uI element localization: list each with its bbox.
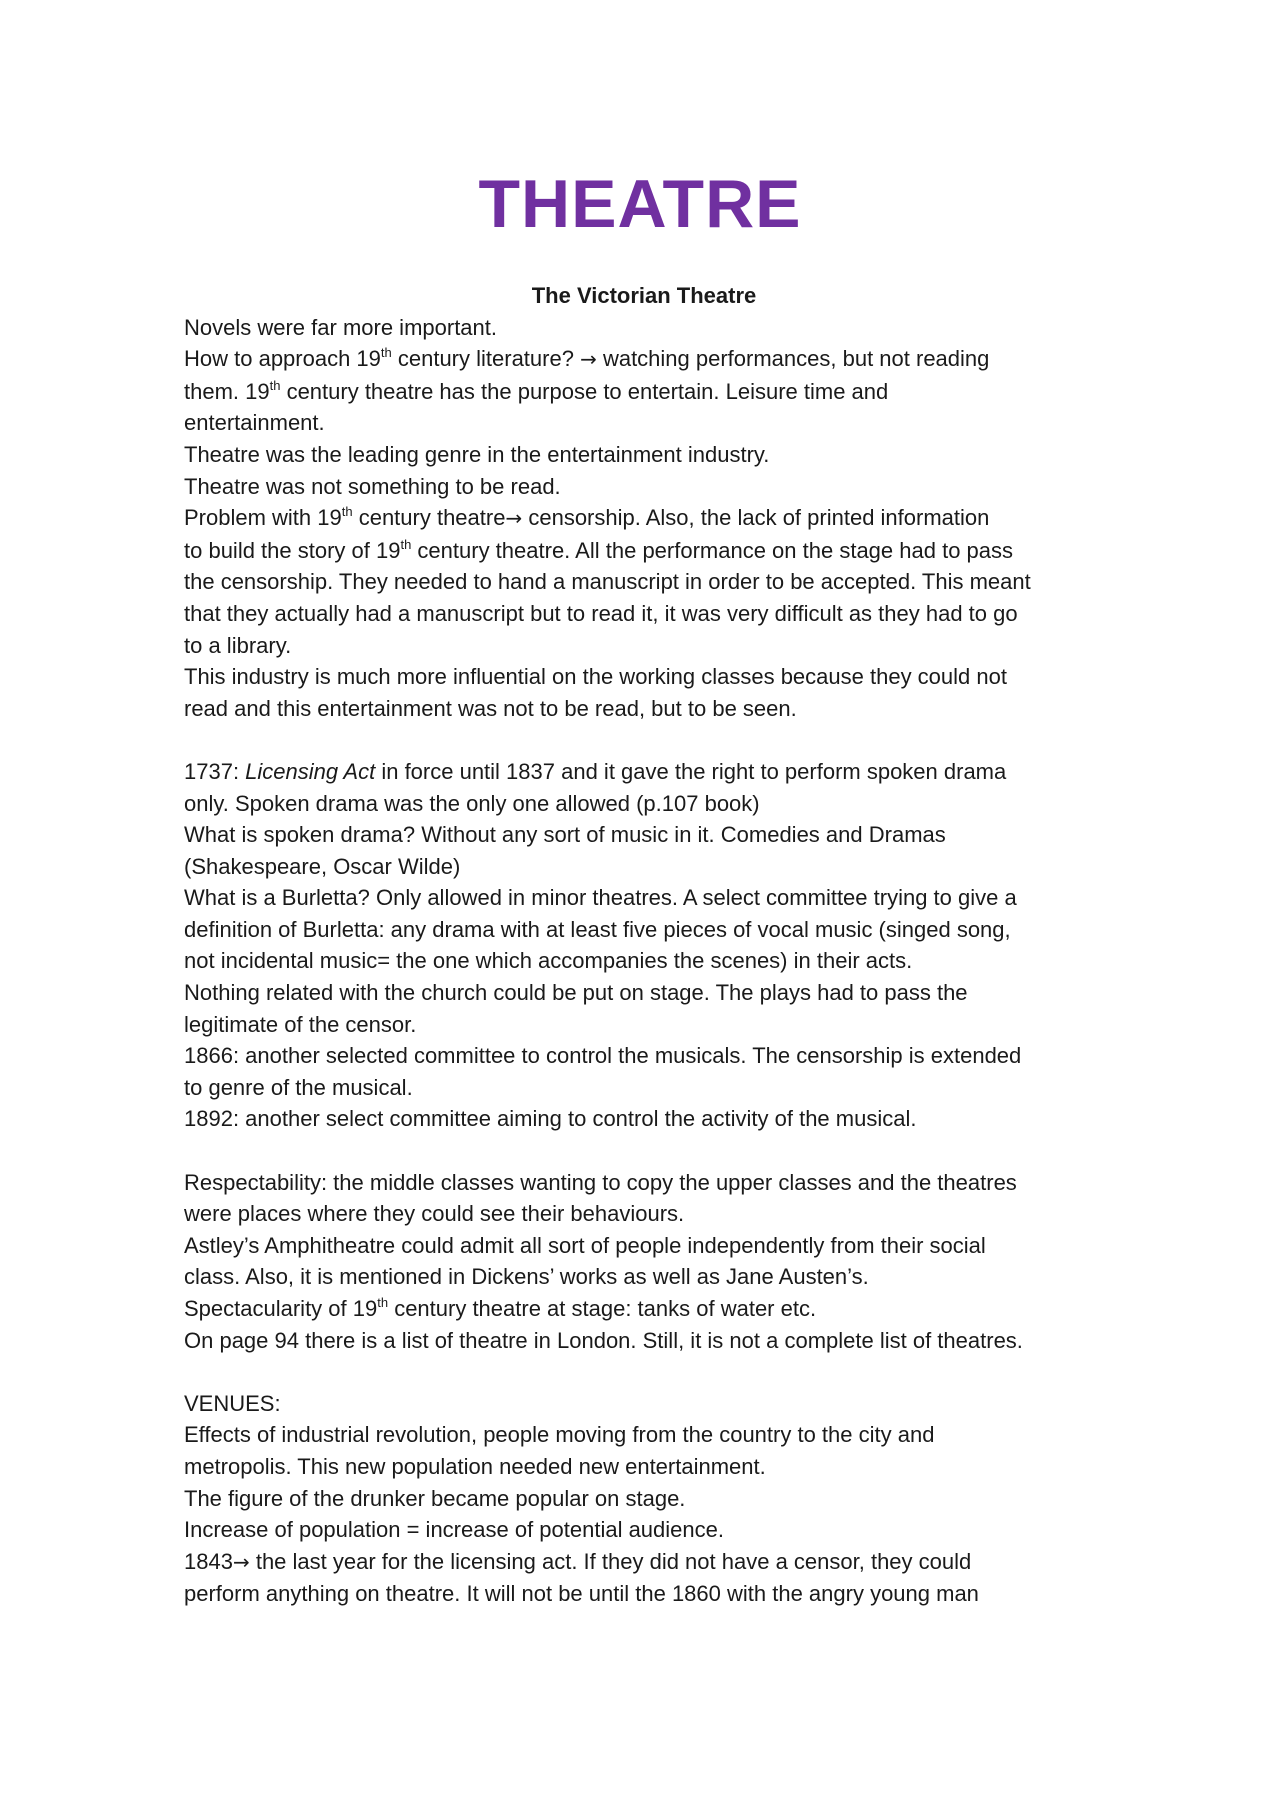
text-line: 1737: Licensing Act in force until 1837 and it gave the right to perform spoken drama — [184, 758, 1007, 784]
text-line: Problem with 19th century theatre→ censorship. Also, the lack of printed information — [184, 504, 990, 531]
text-line: read and this entertainment was not to be read, but to be seen. — [184, 695, 797, 721]
text-line: This industry is much more influential on the working classes because they could not — [184, 664, 1007, 690]
text-line: perform anything on theatre. It will not be until the 1860 with the angry young man — [184, 1581, 979, 1607]
text-line: On page 94 there is a list of theatre in London. Still, it is not a complete list of theatres. — [184, 1327, 1023, 1353]
section-label-venues: VENUES: — [184, 1390, 281, 1416]
paragraph-spacer — [184, 1135, 1104, 1167]
arrow-right-icon: → — [232, 1549, 250, 1574]
text-line: class. Also, it is mentioned in Dickens’ works as well as Jane Austen’s. — [184, 1264, 869, 1290]
section-heading: The Victorian Theatre — [531, 283, 757, 308]
text-line: Nothing related with the church could be put on stage. The plays had to pass the — [184, 980, 968, 1006]
text-line: entertainment. — [184, 410, 325, 436]
text-line: 1892: another select committee aiming to control the activity of the musical. — [184, 1106, 917, 1132]
text-line: to genre of the musical. — [184, 1074, 413, 1100]
text-line: 1866: another selected committee to control the musicals. The censorship is extended — [184, 1043, 1022, 1069]
text-line: only. Spoken drama was the only one allowed (p.107 book) — [184, 790, 760, 816]
text-line: Novels were far more important. — [184, 314, 497, 340]
text-line: (Shakespeare, Oscar Wilde) — [184, 853, 461, 879]
paragraph-spacer — [184, 724, 1104, 756]
text-line: Increase of population = increase of potential audience. — [184, 1517, 724, 1543]
text-line: What is a Burletta? Only allowed in minor theatres. A select committee trying to give a — [184, 885, 1017, 911]
text-line: The figure of the drunker became popular on stage. — [184, 1485, 686, 1511]
text-line: to build the story of 19th century theatre. All the performance on the stage had to pass — [184, 536, 1014, 563]
text-line: How to approach 19th century literature? → watching performances, but not reading — [184, 345, 990, 372]
paragraph-spacer — [184, 1356, 1104, 1388]
text-line: that they actually had a manuscript but to read it, it was very difficult as they had to go — [184, 600, 1018, 626]
text-line: them. 19th century theatre has the purpose to entertain. Leisure time and — [184, 377, 889, 404]
text-line: definition of Burletta: any drama with at least five pieces of vocal music (singed song, — [184, 916, 1011, 942]
text-line: metropolis. This new population needed new entertainment. — [184, 1453, 766, 1479]
text-line: 1843→ the last year for the licensing act. If they did not have a censor, they could — [184, 1548, 972, 1574]
text-line: What is spoken drama? Without any sort of music in it. Comedies and Dramas — [184, 822, 946, 848]
text-line: Effects of industrial revolution, people moving from the country to the city and — [184, 1422, 935, 1448]
text-line: Astley’s Amphitheatre could admit all sort of people independently from their social — [184, 1232, 986, 1258]
text-line: Respectability: the middle classes wanting to copy the upper classes and the theatres — [184, 1169, 1017, 1195]
text-line: to a library. — [184, 632, 292, 658]
document-body — [184, 280, 1104, 1610]
document-title: THEATRE — [478, 166, 802, 242]
text-line: Theatre was not something to be read. — [184, 473, 561, 499]
text-line: Theatre was the leading genre in the entertainment industry. — [184, 441, 770, 467]
text-line: the censorship. They needed to hand a manuscript in order to be accepted. This meant — [184, 569, 1031, 595]
text-line: were places where they could see their behaviours. — [184, 1201, 685, 1227]
text-line: legitimate of the censor. — [184, 1011, 417, 1037]
text-line: Spectacularity of 19th century theatre at stage: tanks of water etc. — [184, 1295, 817, 1321]
arrow-right-icon: → — [580, 347, 597, 372]
arrow-right-icon: → — [505, 506, 523, 531]
text-line: not incidental music= the one which accompanies the scenes) in their acts. — [184, 948, 913, 974]
